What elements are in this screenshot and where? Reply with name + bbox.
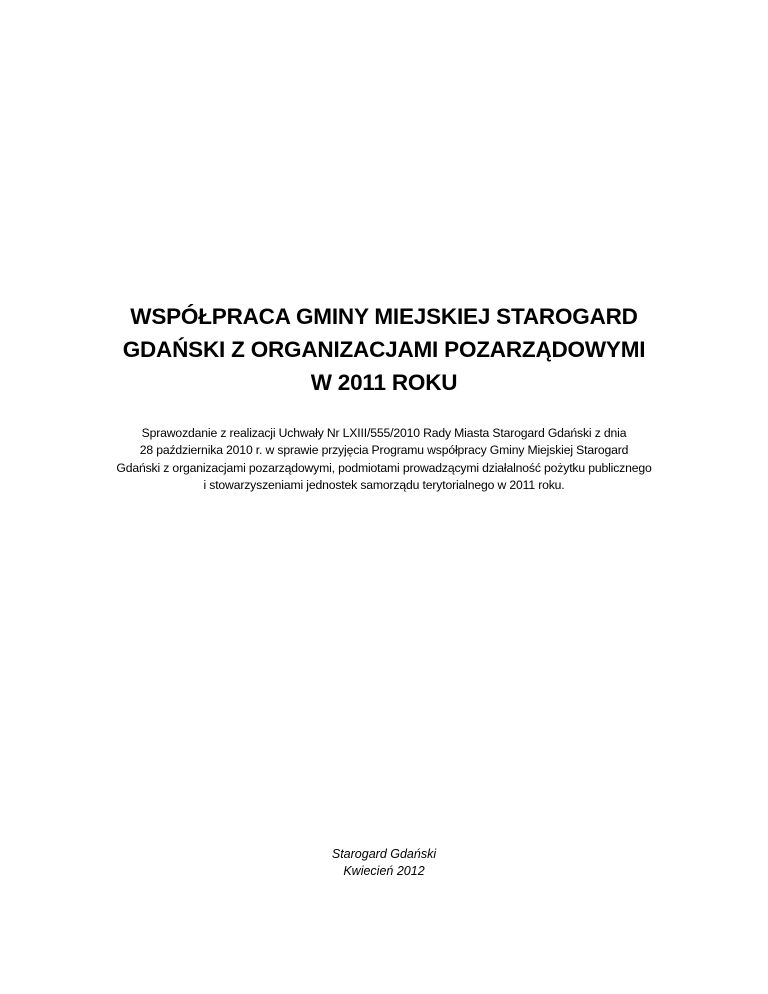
subtitle-line-2: 28 października 2010 r. w sprawie przyjęcia Programu współpracy Gminy Miejskiej Starogard bbox=[139, 443, 629, 458]
subtitle-line-1: Sprawozdanie z realizacji Uchwały Nr LXIII/555/2010 Rady Miasta Starogard Gdański z dnia bbox=[141, 426, 627, 440]
title-line-1: WSPÓŁPRACA GMINY MIEJSKIEJ STAROGARD bbox=[130, 304, 638, 329]
document-footer bbox=[184, 846, 584, 880]
publication-date: Kwiecień 2012 bbox=[343, 864, 425, 878]
document-title bbox=[60, 300, 708, 399]
document-subtitle bbox=[30, 425, 738, 494]
place-name: Starogard Gdański bbox=[331, 847, 437, 861]
subtitle-line-4: i stowarzyszeniami jednostek samorządu terytorialnego w 2011 roku. bbox=[203, 477, 565, 492]
title-line-3: W 2011 ROKU bbox=[310, 370, 458, 395]
subtitle-line-3: Gdański z organizacjami pozarządowymi, podmiotami prowadzącymi działalność pożytku publicznego bbox=[116, 460, 652, 475]
title-line-2: GDAŃSKI Z ORGANIZACJAMI POZARZĄDOWYMI bbox=[122, 337, 646, 362]
